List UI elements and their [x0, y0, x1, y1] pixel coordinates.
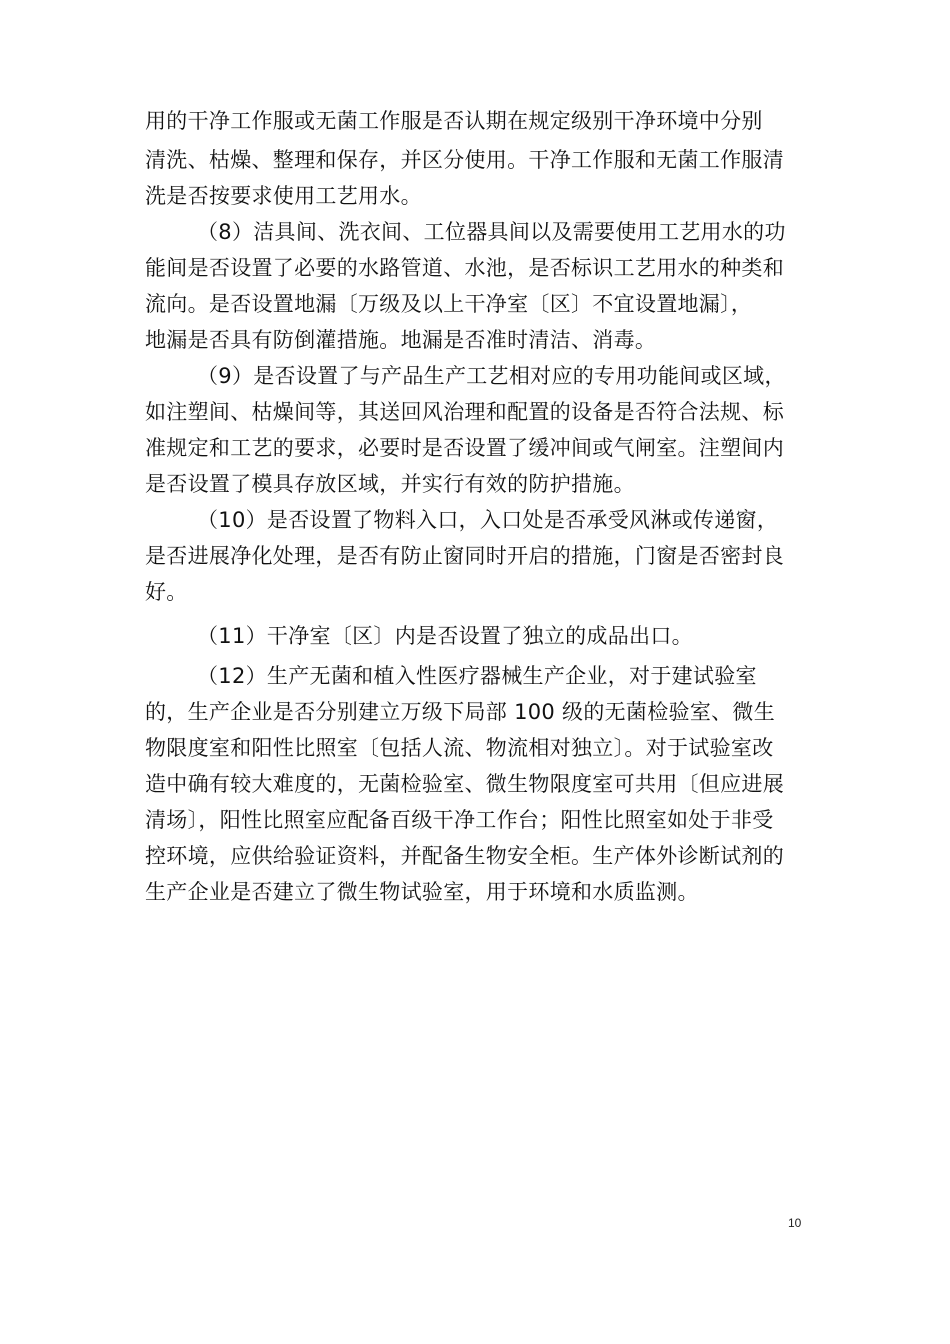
text-line: 如注塑间、枯燥间等，其送回风治理和配置的设备是否符合法规、标	[145, 400, 784, 424]
text-line: 是否设置了模具存放区域，并实行有效的防护措施。	[145, 472, 635, 496]
text-line: 生产企业是否建立了微生物试验室，用于环境和水质监测。	[145, 880, 699, 904]
text-line: 造中确有较大难度的，无菌检验室、微生物限度室可共用〔但应进展	[145, 772, 784, 796]
text-line: 控环境，应供给验证资料，并配备生物安全柜。生产体外诊断试剂的	[145, 844, 784, 868]
text-line: 准规定和工艺的要求，必要时是否设置了缓冲间或气闸室。注塑间内	[145, 436, 784, 460]
text-line: 清场〕，阳性比照室应配备百级干净工作台；阳性比照室如处于非受	[145, 808, 774, 832]
text-line: 流向。是否设置地漏〔万级及以上干净室〔区〕不宜设置地漏〕，	[145, 292, 753, 316]
text-line: 地漏是否具有防倒灌措施。地漏是否准时清洁、消毒。	[145, 328, 657, 352]
page-number: 10	[788, 1216, 802, 1230]
paragraph-8-first-line: （8）洁具间、洗衣间、工位器具间以及需要使用工艺用水的功	[197, 220, 786, 244]
text-line: 能间是否设置了必要的水路管道、水池，是否标识工艺用水的种类和	[145, 256, 784, 280]
text-line: 好。	[145, 580, 188, 604]
text-line: 是否进展净化处理，是否有防止窗同时开启的措施，门窗是否密封良	[145, 544, 784, 568]
text-line: 用的干净工作服或无菌工作服是否认期在规定级别干净环境中分别	[145, 109, 763, 133]
text-line: 洗是否按要求使用工艺用水。	[145, 184, 422, 208]
paragraph-11-line: （11）干净室〔区〕内是否设置了独立的成品出口。	[197, 624, 693, 648]
paragraph-10-first-line: （10）是否设置了物料入口，入口处是否承受风淋或传递窗，	[197, 508, 779, 532]
text-line: 清洗、枯燥、整理和保存，并区分使用。干净工作服和无菌工作服清	[145, 148, 784, 172]
paragraph-9-first-line: （9）是否设置了与产品生产工艺相对应的专用功能间或区域，	[197, 364, 786, 388]
paragraph-12-first-line: （12）生产无菌和植入性医疗器械生产企业，对于建试验室	[197, 664, 757, 688]
text-line: 的，生产企业是否分别建立万级下局部 100 级的无菌检验室、微生	[145, 700, 776, 724]
text-line: 物限度室和阳性比照室〔包括人流、物流相对独立〕。对于试验室改	[145, 736, 774, 760]
